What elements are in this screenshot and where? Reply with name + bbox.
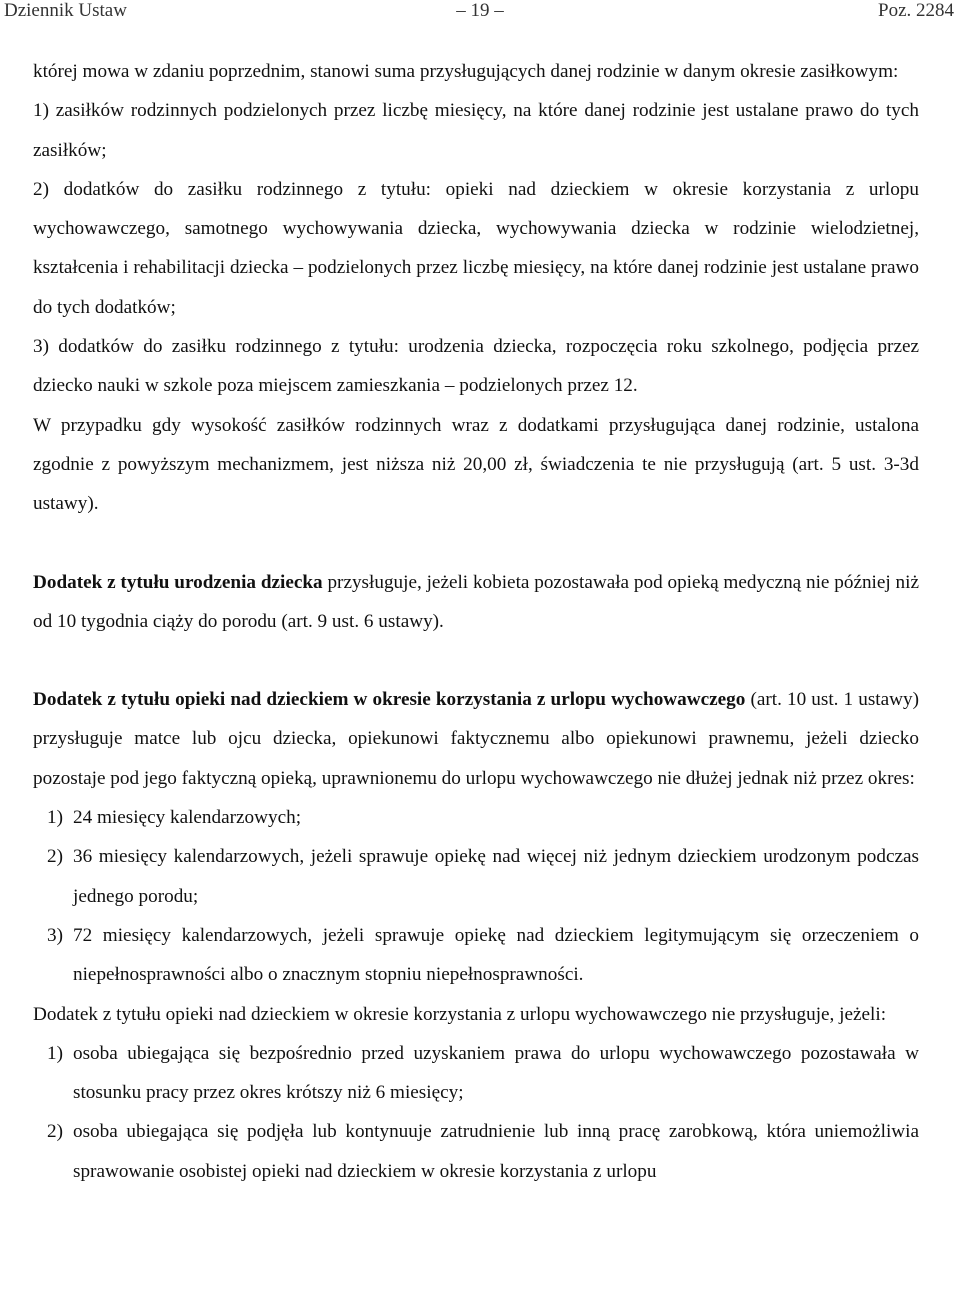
list-item-text: 72 miesięcy kalendarzowych, jeżeli sprawuje opiekę nad dzieckiem legitymującym się orzeczeniem o niepełnosprawności albo o znacznym stopniu niepełnosprawności. (73, 924, 919, 986)
spacer (33, 641, 919, 680)
birth-allowance-heading: Dodatek z tytułu urodzenia dziecka (33, 571, 323, 593)
list-item (33, 837, 919, 916)
list-item (33, 1034, 919, 1113)
list-item-text: 36 miesięcy kalendarzowych, jeżeli sprawuje opiekę nad więcej niż jednym dzieckiem urodzonym podczas jednego porodu; (73, 846, 919, 907)
list-item-number: 3) (47, 924, 63, 946)
spacer (33, 524, 919, 563)
paragraph-intro: której mowa w zdaniu poprzednim, stanowi suma przysługujących danej rodzinie w danym okresie zasiłkowym: (33, 61, 899, 82)
list-item (33, 1112, 919, 1191)
paragraph-childcare-allowance (33, 680, 919, 798)
page-header (0, 0, 960, 24)
list-item-number: 1) (47, 1042, 63, 1064)
list-item (33, 798, 919, 837)
paragraph-point-3: 3) dodatków do zasiłku rodzinnego z tytułu: urodzenia dziecka, rozpoczęcia roku szkolnego, podjęcia przez dziecko nauki w szkole poza miejscem zamieszkania – podzielonych przez 12. (33, 336, 919, 397)
paragraph-birth-allowance (33, 563, 919, 642)
childcare-allowance-heading: Dodatek z tytułu opieki nad dzieckiem w okresie korzystania z urlopu wychowawczego (33, 689, 746, 711)
paragraph-point-1: 1) zasiłków rodzinnych podzielonych przez liczbę miesięcy, na które danej rodzinie jest ustalane prawo do tych zasiłków; (33, 100, 919, 161)
list-item-text: osoba ubiegająca się bezpośrednio przed uzyskaniem prawa do urlopu wychowawczego pozostawała w stosunku pracy przez okres krótszy niż 6 miesięcy; (73, 1042, 919, 1104)
paragraph-point-2: 2) dodatków do zasiłku rodzinnego z tytułu: opieki nad dzieckiem w okresie korzystania z urlopu wychowawczego, samotnego wychowywania dziecka, wychowywania dziecka w rodzinie wielodzietnej, kształcenia i rehabilitacji dziecka – podzielonych przez liczbę miesięcy, na które danej rodzinie jest ustalane prawo do tych dodatków; (33, 178, 919, 318)
list-item-number: 2) (47, 1121, 63, 1143)
list-item (33, 916, 919, 995)
position-number: Poz. 2284 (878, 0, 954, 21)
list-item-number: 2) (47, 846, 63, 868)
paragraph-exclusions: Dodatek z tytułu opieki nad dzieckiem w okresie korzystania z urlopu wychowawczego nie przysługuje, jeżeli: (33, 1003, 887, 1025)
childcare-allowance-text: (art. 10 ust. 1 ustawy) przysługuje matce lub ojcu dziecka, opiekunowi faktycznemu albo opiekunowi prawnemu, jeżeli dziecko pozostaje pod jego faktyczną opieką, uprawnionemu do urlopu wychowawczego nie dłużej jednak niż przez okres: (33, 689, 919, 789)
list-item-number: 1) (47, 807, 63, 829)
journal-title: Dziennik Ustaw (4, 0, 127, 21)
paragraph-threshold: W przypadku gdy wysokość zasiłków rodzinnych wraz z dodatkami przysługująca danej rodzinie, ustalona zgodnie z powyższym mechanizmem, jest niższa niż 20,00 zł, świadczenia te nie przysługują (art. 5 ust. 3-3d ustawy). (33, 414, 919, 515)
document-body (33, 52, 919, 1191)
birth-allowance-text: przysługuje, jeżeli kobieta pozostawała pod opieką medyczną nie później niż od 10 tygodnia ciąży do porodu (art. 9 ust. 6 ustawy). (33, 571, 919, 632)
page-number: – 19 – (456, 0, 504, 21)
list-item-text: osoba ubiegająca się podjęła lub kontynuuje zatrudnienie lub inną pracę zarobkową, która uniemożliwia sprawowanie osobistej opieki nad dzieckiem w okresie korzystania z urlopu (73, 1121, 919, 1182)
list-item-text: 24 miesięcy kalendarzowych; (73, 807, 302, 829)
